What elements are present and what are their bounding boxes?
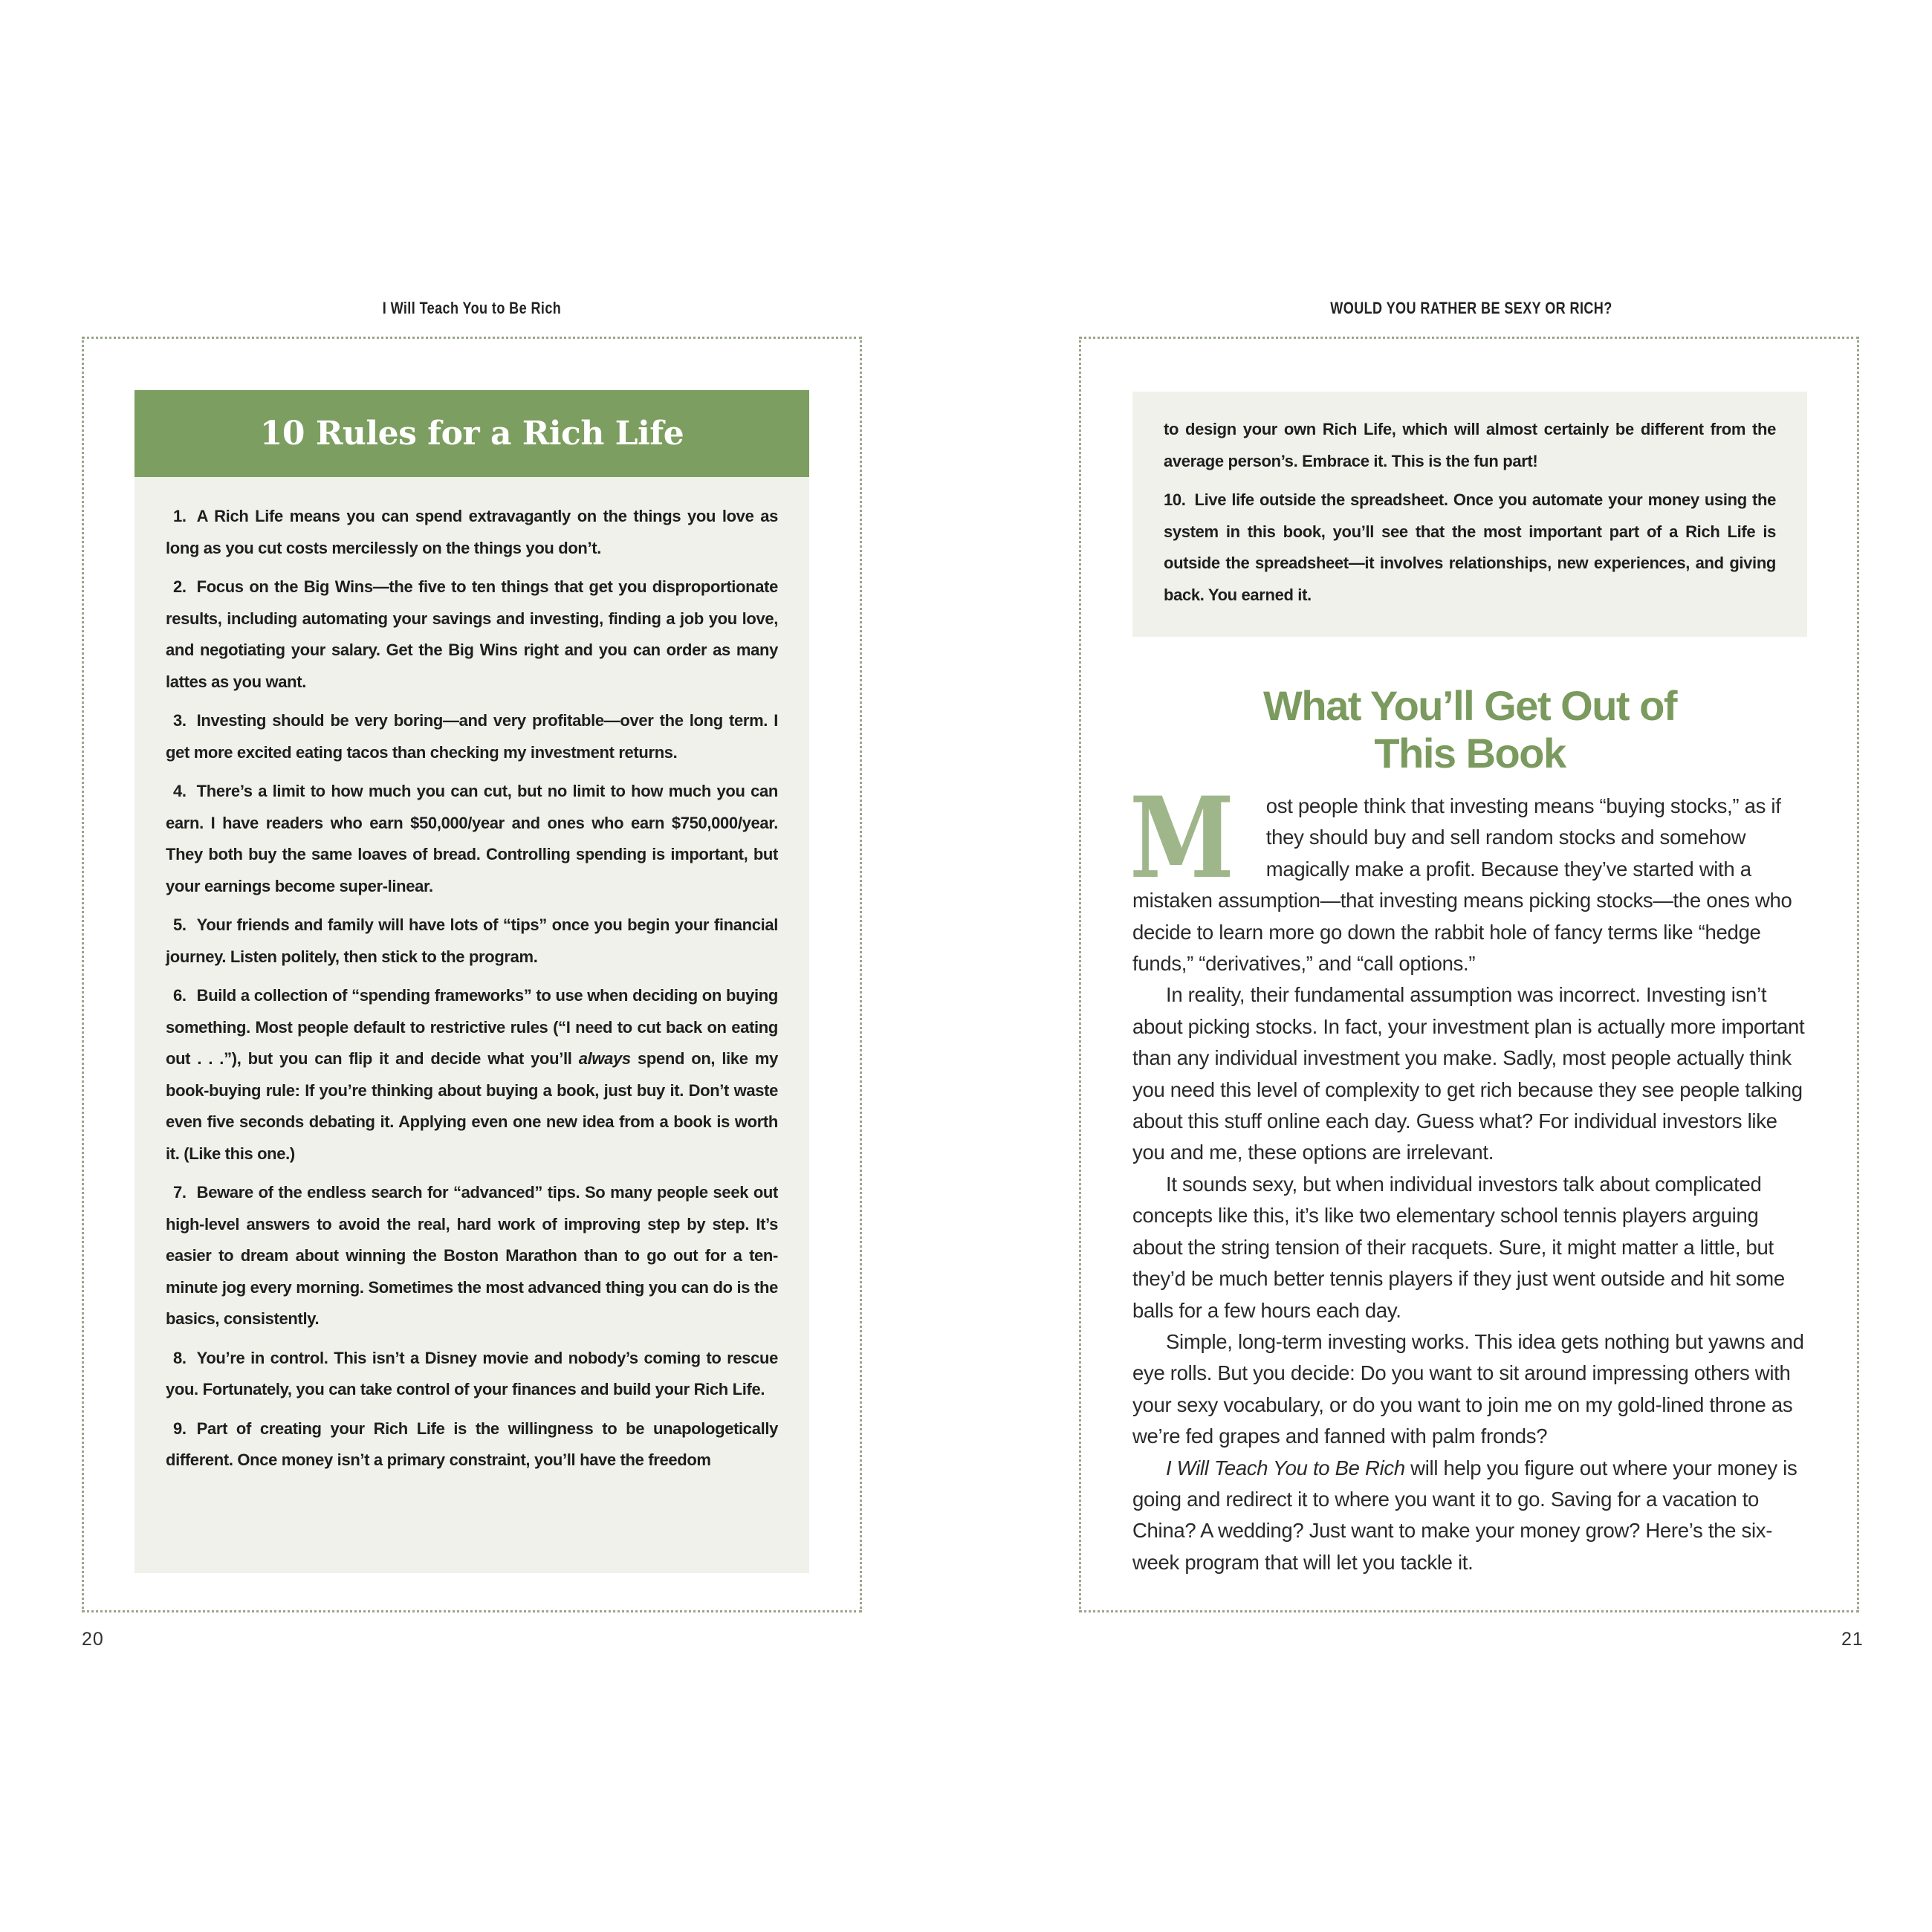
- sidebar-title: 10 Rules for a Rich Life: [134, 390, 809, 477]
- running-head-right: WOULD YOU RATHER BE SEXY OR RICH?: [1330, 299, 1612, 317]
- rule-5: [166, 910, 778, 973]
- rule-text-italic: always: [578, 1049, 631, 1068]
- rule-3: [166, 705, 778, 768]
- rule-9-continued: to design your own Rich Life, which will almost certainly be different from the average person’s. Embrace it. This is the fun part!: [1164, 420, 1776, 470]
- page-number-left: 20: [82, 1629, 104, 1650]
- section-heading: [1132, 682, 1807, 777]
- rule-text: Beware of the endless search for “advanced” tips. So many people seek out high-level answers to avoid the real, hard work of improving step by step. It’s easier to dream about winning the Boston Marathon than to go out for a ten-minute jog every morning. Sometimes the most advanced thing you can do is the basics, consistently.: [166, 1183, 778, 1328]
- rule-9: [166, 1413, 778, 1476]
- rules-sidebar-continued: [1132, 392, 1807, 637]
- rule-text: Build a collection of “spending frameworks” to use when deciding on buying something. Most people default to restrictive rules (“I need to cut back on eating out . . .”), but you can flip it and decide what you’ll: [166, 986, 778, 1068]
- rule-text: Live life outside the spreadsheet. Once you automate your money using the system in this book, you’ll see that the most important part of a Rich Life is outside the spreadsheet—it involves relationships, new experiences, and giving back. You earned it.: [1164, 490, 1776, 604]
- paragraph-2: In reality, their fundamental assumption was incorrect. Investing isn’t about picking stocks. In fact, your investment plan is actually more important than any individual investment you make. Sadly, most people actually think you need this level of complexity to get rich because they see people talking about this stuff online each day. Guess what? For individual investors like you and me, these options are irrelevant.: [1132, 983, 1805, 1164]
- rule-number: 7.: [173, 1183, 187, 1202]
- page-number-right: 21: [1841, 1629, 1864, 1650]
- rule-8: [166, 1343, 778, 1406]
- rule-1: [166, 501, 778, 564]
- rule-7: [166, 1177, 778, 1335]
- paragraph-1-text: ost people think that investing means “buying stocks,” as if they should buy and sell random stocks and somehow magically make a profit. Because they’ve started with a mistaken assumption—that investing means picking stocks—the ones who decide to learn more go down the rabbit hole of fancy terms like “hedge funds,” “derivatives,” and “call options.”: [1132, 794, 1792, 976]
- rules-sidebar: [134, 477, 809, 1573]
- rule-number: 10.: [1164, 490, 1186, 509]
- paragraph-5-text: will help you figure out where your money is going and redirect it to where you want it to go. Saving for a vacation to China? A wedding? Just want to make your money grow? Here’s the six-week program that will let you tackle it.: [1132, 1456, 1798, 1574]
- rule-text: Focus on the Big Wins—the five to ten things that get you disproportionate results, including automating your savings and investing, finding a job you love, and negotiating your salary. Get the Big Wins right and you can order as many lattes as you want.: [166, 577, 778, 691]
- rule-text: Investing should be very boring—and very profitable—over the long term. I get more excited eating tacos than checking my investment returns.: [166, 711, 778, 762]
- drop-cap: M: [1129, 773, 1234, 904]
- rule-2: [166, 571, 778, 698]
- body-text: [1129, 773, 1807, 1578]
- rule-text-after: spend on, like my book-buying rule: If you’re thinking about buying a book, just buy it. Don’t waste even five seconds debating it. Applying even one new idea from a book is worth it. (Like this one.): [166, 1049, 778, 1163]
- rule-number: 1.: [173, 507, 187, 525]
- book-title-italic: I Will Teach You to Be Rich: [1166, 1456, 1405, 1479]
- heading-line-1: What You’ll Get Out of: [1263, 682, 1676, 729]
- rule-6: [166, 980, 778, 1170]
- rule-number: 8.: [173, 1348, 187, 1367]
- paragraph-1: [1129, 773, 1807, 979]
- rule-number: 2.: [173, 577, 187, 596]
- rule-number: 5.: [173, 915, 187, 934]
- rule-4: [166, 776, 778, 902]
- rule-number: 4.: [173, 782, 187, 800]
- rule-text: Your friends and family will have lots of “tips” once you begin your financial journey. Listen politely, then stick to the program.: [166, 915, 778, 966]
- rule-number: 9.: [173, 1419, 187, 1438]
- rule-10: [1164, 484, 1776, 611]
- rule-text: There’s a limit to how much you can cut, but no limit to how much you can earn. I have readers who earn $50,000/year and ones who earn $750,000/year. They both buy the same loaves of bread. Controlling spending is important, but your earnings become super-linear.: [166, 782, 778, 895]
- heading-line-2: This Book: [1374, 730, 1566, 777]
- running-head-left: I Will Teach You to Be Rich: [382, 299, 562, 317]
- rule-text: Part of creating your Rich Life is the willingness to be unapologetically different. Once money isn’t a primary constraint, you’ll have the freedom: [166, 1419, 778, 1469]
- rule-number: 3.: [173, 711, 187, 730]
- rule-number: 6.: [173, 986, 187, 1005]
- paragraph-4: Simple, long-term investing works. This idea gets nothing but yawns and eye rolls. But you decide: Do you want to sit around impressing others with your sexy vocabulary, or do you want to join me on my gold-lined throne as we’re fed grapes and fanned with palm fronds?: [1132, 1329, 1804, 1448]
- rule-text: You’re in control. This isn’t a Disney movie and nobody’s coming to rescue you. Fortunately, you can take control of your finances and build your Rich Life.: [166, 1348, 778, 1398]
- paragraph-3: It sounds sexy, but when individual investors talk about complicated concepts like this, it’s like two elementary school tennis players arguing about the string tension of their racquets. Sure, it might matter a little, but they’d be much better tennis players if they just went outside and hit some balls for a few hours each day.: [1132, 1172, 1785, 1322]
- paragraph-5: [1132, 1453, 1807, 1579]
- rule-text: A Rich Life means you can spend extravagantly on the things you love as long as you cut costs mercilessly on the things you don’t.: [166, 507, 778, 557]
